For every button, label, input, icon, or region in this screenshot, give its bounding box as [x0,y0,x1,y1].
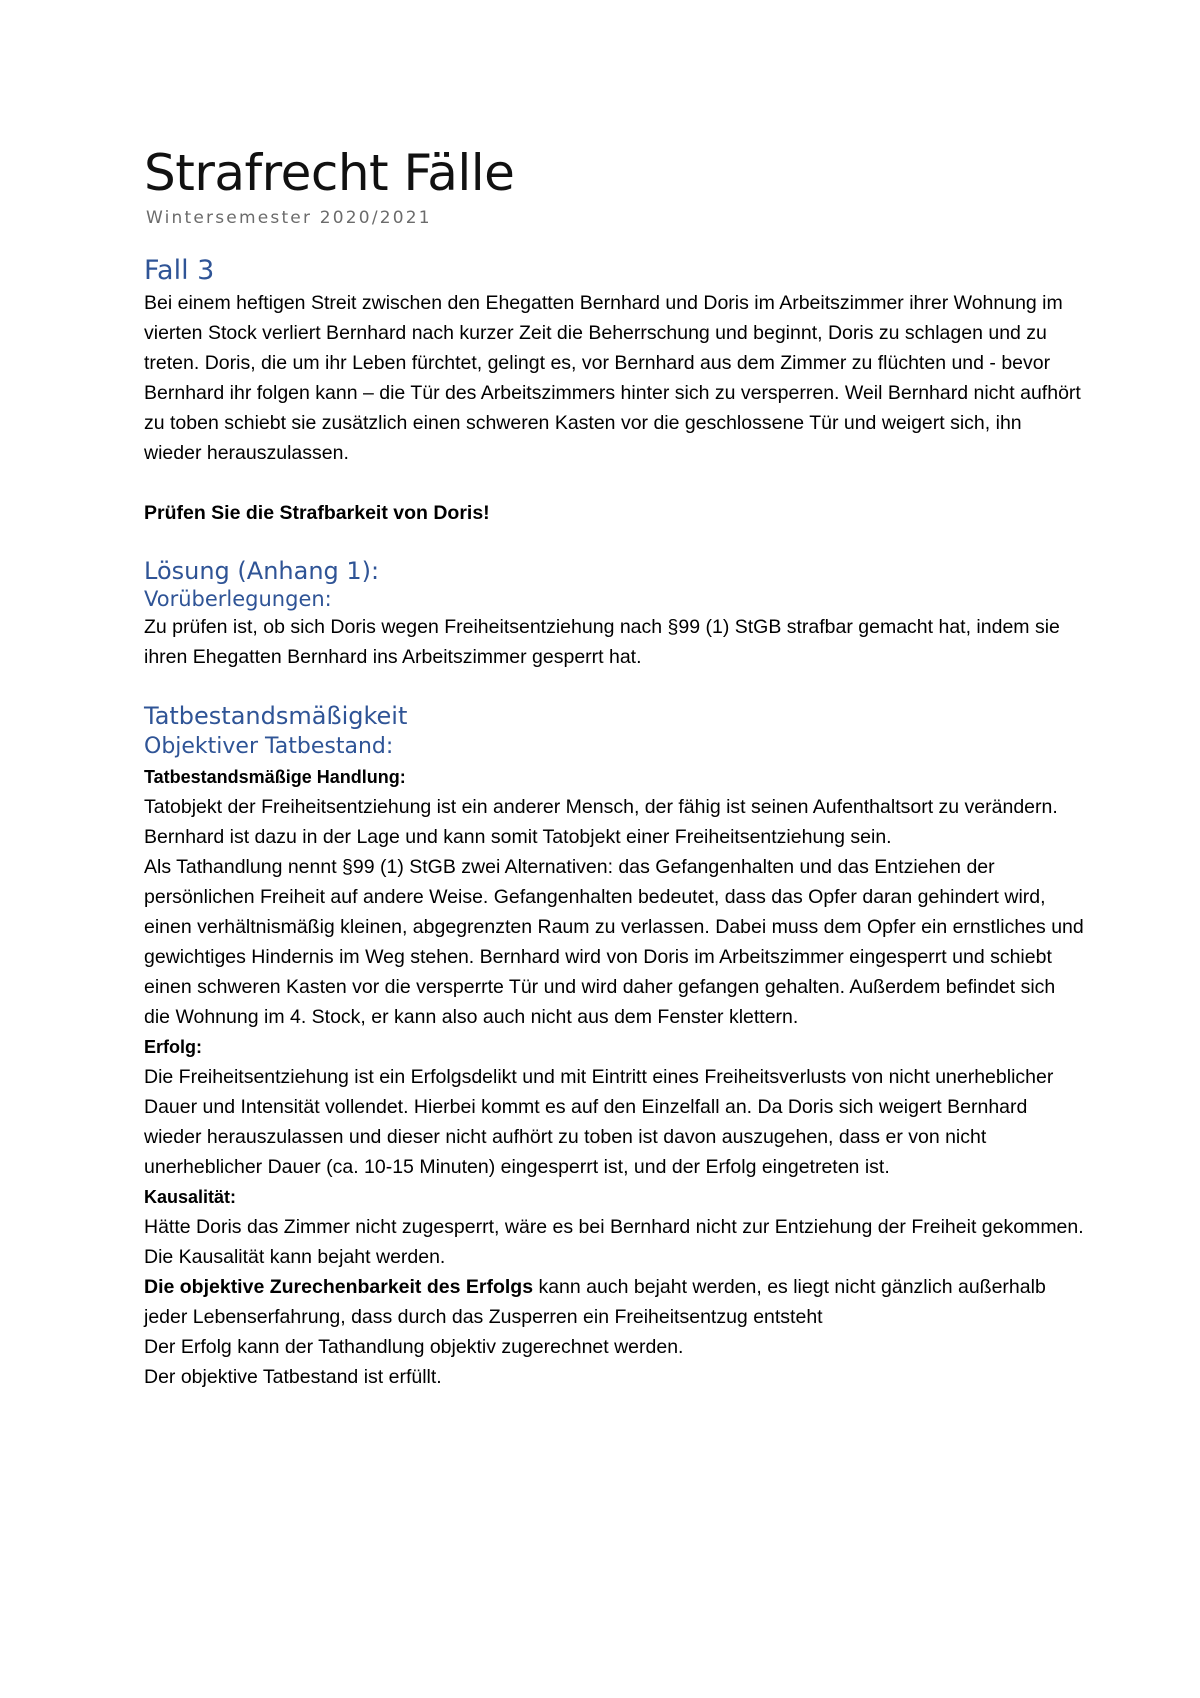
zurechnung-text: kann auch bejaht werden, es liegt nicht gänzlich außerhalb jeder Lebenserfahrung, dass durch das Zusperren ein Freiheitsentzug entsteht [144,1276,1046,1328]
handlung-text-2: Als Tathandlung nennt §99 (1) StGB zwei Alternativen: das Gefangenhalten und das Entziehen der persönlichen Freiheit auf andere Weise. Gefangenhalten bedeutet, dass das Opfer daran gehindert wird, einen verhältnismäßig kleinen, abgegrenzten Raum zu verlassen. Dabei muss dem Opfer ein ernstliches und gewichtiges Hindernis im Weg stehen. Bernhard wird von Doris im Arbeitszimmer eingesperrt und schiebt einen schweren Kasten vor die versperrte Tür und wird daher gefangen gehalten. Außerdem befindet sich die Wohnung im 4. Stock, er kann also auch nicht aus dem Fenster klettern. [144,856,1084,1028]
erfolg-label: Erfolg: [144,1037,202,1057]
loesung-heading: Lösung (Anhang 1): [144,557,380,585]
fall-text: Bei einem heftigen Streit zwischen den Ehegatten Bernhard und Doris im Arbeitszimmer ihrer Wohnung im vierten Stock verliert Bernhard nach kurzer Zeit die Beherrschung und beginnt, Doris zu schlagen und zu treten. Doris, die um ihr Leben fürchtet, gelingt es, vor Bernhard aus dem Zimmer zu flüchten und - bevor Bernhard ihr folgen kann – die Tür des Arbeitszimmers hinter sich zu versperren. Weil Bernhard nicht aufhört zu toben schiebt sie zusätzlich einen schweren Kasten vor die geschlossene Tür und weigert sich, ihn wieder herauszulassen. [144,292,1081,464]
fall-heading: Fall 3 [144,255,215,286]
kausal-label: Kausalität: [144,1187,237,1207]
document-content [144,140,1084,1392]
erfolg-text: Die Freiheitsentziehung ist ein Erfolgsdelikt und mit Eintritt eines Freiheitsverlusts von nicht unerheblicher Dauer und Intensität vollendet. Hierbei kommt es auf den Einzelfall an. Da Doris sich weigert Bernhard wieder herauszulassen und dieser nicht aufhört zu toben ist davon auszugehen, dass er von nicht unerheblicher Dauer (ca. 10-15 Minuten) eingesperrt ist, und der Erfolg eingetreten ist. [144,1066,1054,1178]
vorueberlegungen-heading: Vorüberlegungen: [144,587,332,611]
fall-task: Prüfen Sie die Strafbarkeit von Doris! [144,502,490,524]
document-title: Strafrecht Fälle [144,144,515,202]
tatbestand-heading: Tatbestandsmäßigkeit [144,702,408,730]
tatbestand-fazit: Der objektive Tatbestand ist erfüllt. [144,1366,442,1388]
document-subtitle: Wintersemester 2020/2021 [146,208,432,228]
kausal-text: Hätte Doris das Zimmer nicht zugesperrt, wäre es bei Bernhard nicht zur Entziehung der Freiheit gekommen. Die Kausalität kann bejaht werden. [144,1216,1084,1268]
zurechnung-label: Die objektive Zurechenbarkeit des Erfolgs [144,1276,534,1298]
handlung-text-1: Tatobjekt der Freiheitsentziehung ist ein anderer Mensch, der fähig ist seinen Aufenthaltsort zu verändern. Bernhard ist dazu in der Lage und kann somit Tatobjekt einer Freiheitsentziehung sein. [144,796,1058,848]
zurechnung-paragraph [144,1272,1084,1332]
objektiver-tatbestand-heading: Objektiver Tatbestand: [144,734,394,759]
handlung-label: Tatbestandsmäßige Handlung: [144,767,406,787]
zurechnung-text-2: Der Erfolg kann der Tathandlung objektiv zugerechnet werden. [144,1336,684,1358]
vorueberlegungen-text: Zu prüfen ist, ob sich Doris wegen Freiheitsentziehung nach §99 (1) StGB strafbar gemacht hat, indem sie ihren Ehegatten Bernhard ins Arbeitszimmer gesperrt hat. [144,616,1060,668]
